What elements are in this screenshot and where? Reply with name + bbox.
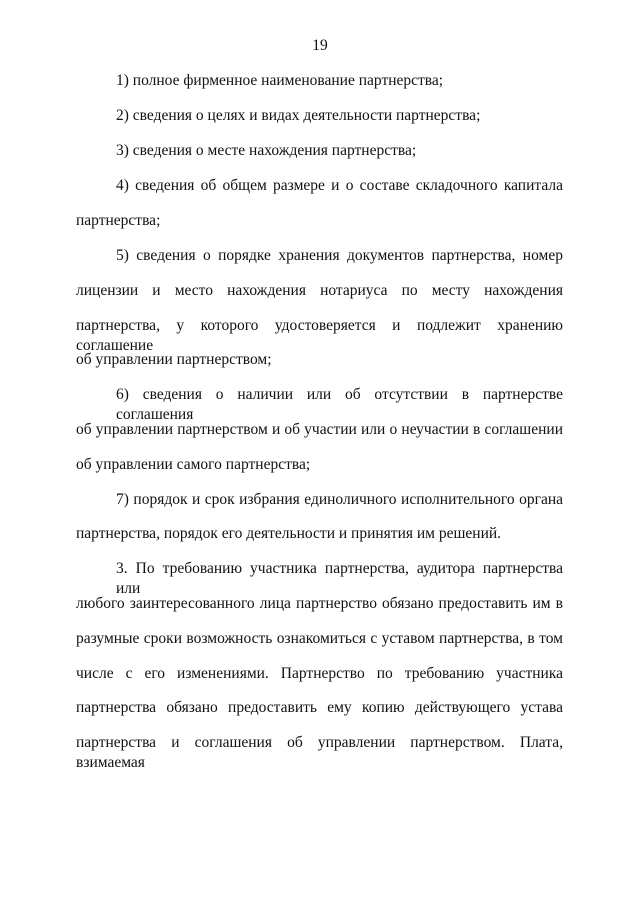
list-item-5-line-1: 5) сведения о порядке хранения документов партнерства, номер xyxy=(116,247,563,264)
list-item-7-line-1: 7) порядок и срок избрания единоличного исполнительного органа xyxy=(116,491,563,508)
paragraph-3-line-1: 3. По требованию участника партнерства, аудитора партнерства или xyxy=(116,560,563,597)
list-item-2: 2) сведения о целях и видах деятельности партнерства; xyxy=(116,107,481,124)
list-item-5-line-2: лицензии и место нахождения нотариуса по месту нахождения xyxy=(76,282,563,299)
list-item-4-line-1: 4) сведения об общем размере и о составе складочного капитала xyxy=(116,177,563,194)
paragraph-3-line-6: партнерства и соглашения об управлении партнерством. Плата, взимаемая xyxy=(76,734,563,771)
list-item-3: 3) сведения о месте нахождения партнерства; xyxy=(116,142,417,159)
list-item-6-line-2: об управлении партнерством и об участии или о неучастии в соглашении xyxy=(76,421,563,438)
paragraph-3-line-2: любого заинтересованного лица партнерство обязано предоставить им в xyxy=(76,595,563,612)
list-item-1: 1) полное фирменное наименование партнерства; xyxy=(116,72,444,89)
list-item-5-line-4: об управлении партнерством; xyxy=(76,351,272,368)
page-number: 19 xyxy=(312,37,328,54)
list-item-5-line-3: партнерства, у которого удостоверяется и подлежит хранению соглашение xyxy=(76,317,563,354)
paragraph-3-line-4: числе с его изменениями. Партнерство по требованию участника xyxy=(76,665,563,682)
list-item-4-line-2: партнерства; xyxy=(76,212,161,229)
paragraph-3-line-3: разумные сроки возможность ознакомиться с уставом партнерства, в том xyxy=(76,630,563,647)
paragraph-3-line-5: партнерства обязано предоставить ему копию действующего устава xyxy=(76,699,563,716)
list-item-6-line-3: об управлении самого партнерства; xyxy=(76,456,311,473)
list-item-6-line-1: 6) сведения о наличии или об отсутствии в партнерстве соглашения xyxy=(116,386,563,423)
list-item-7-line-2: партнерства, порядок его деятельности и принятия им решений. xyxy=(76,525,502,542)
